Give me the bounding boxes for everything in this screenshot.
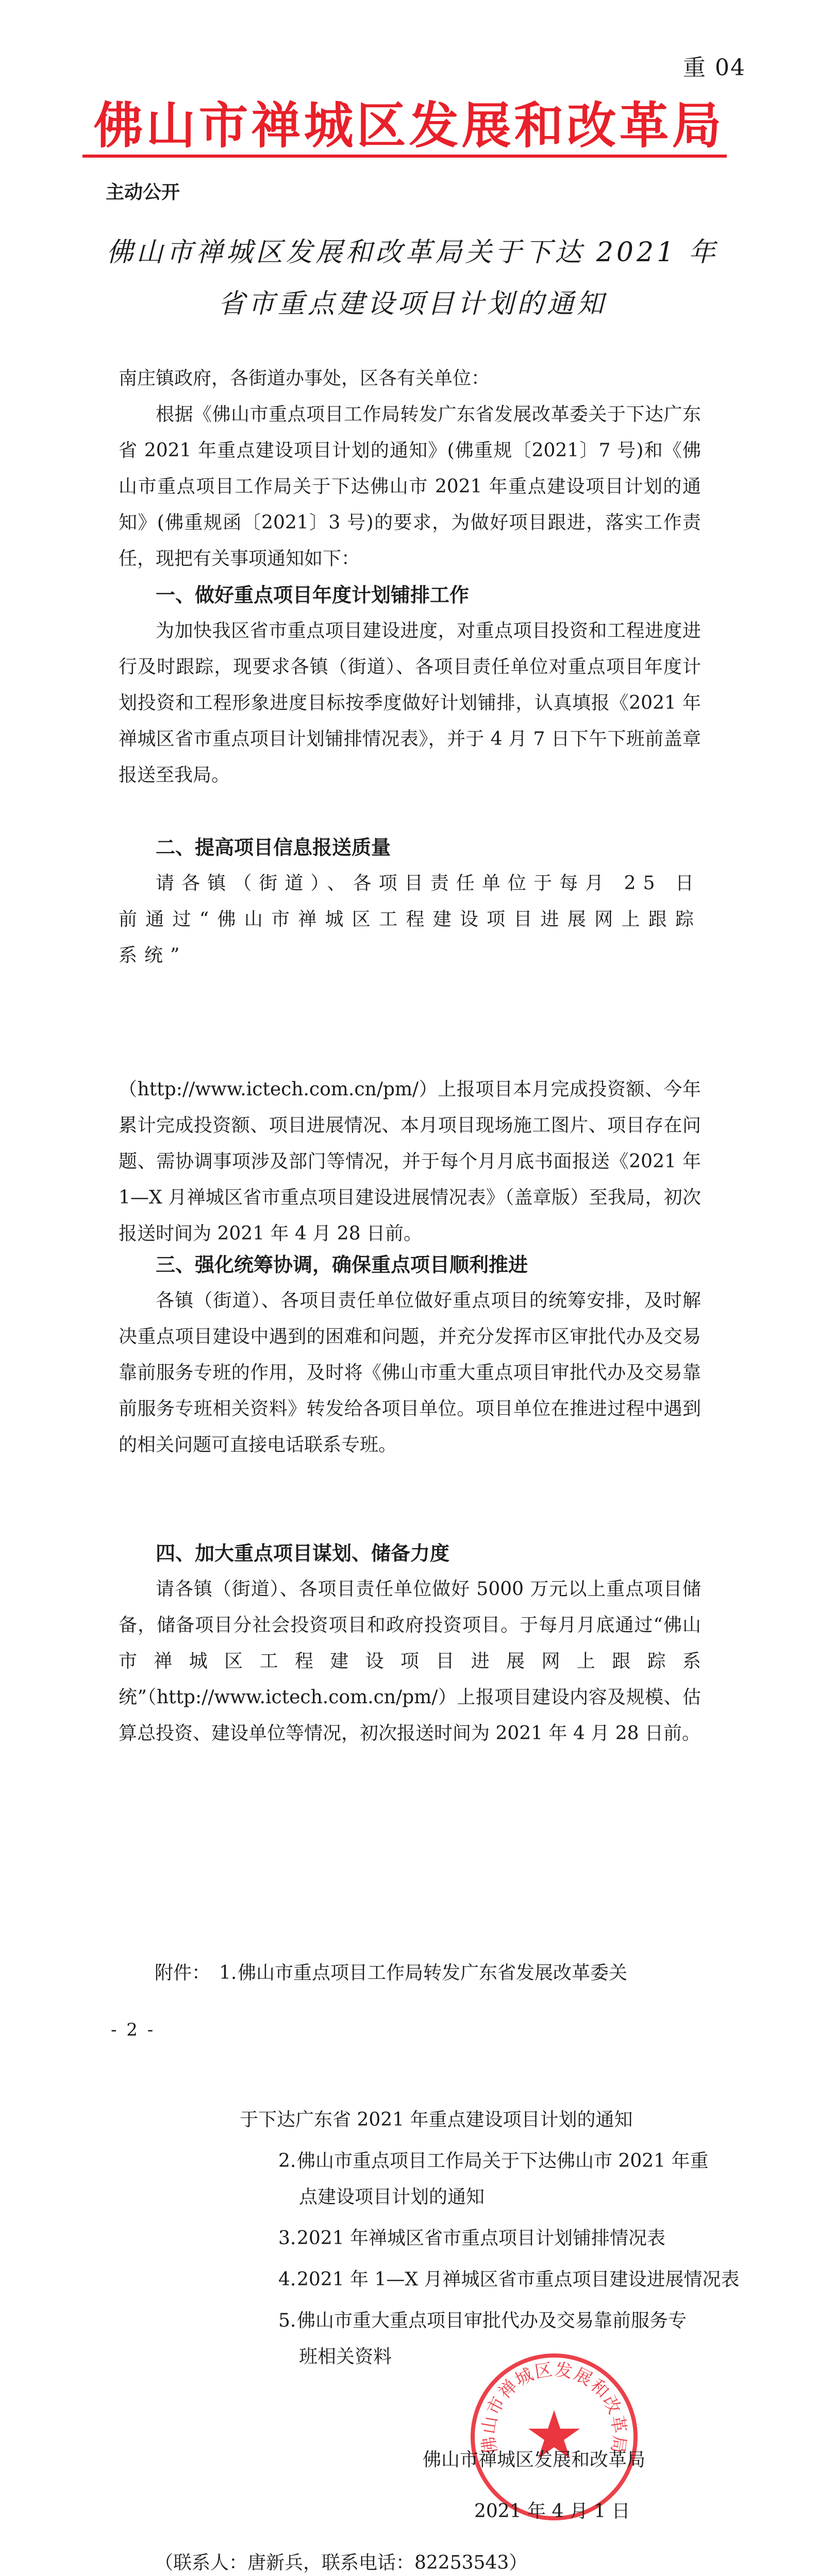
attachment-text: 佛山市重点项目工作局转发广东省发展改革委关 <box>238 1962 628 1984</box>
attachment-item-4 <box>278 2262 742 2298</box>
section-2-heading: 二、提高项目信息报送质量 <box>156 836 391 859</box>
section-4-body: 请各镇（街道）、各项目责任单位做好 5000 万元以上重点项目储备，储备项目分社会投资项目和政府投资项目。于每月月底通过“佛山市禅城区工程建设项目进展网上跟踪系统”（http://www.ictech.com.cn/pm/）上报项目建设内容及规模、估算总投资、建设单位等情况，初次报送时间为 2021 年 4 月 28 日前。 <box>119 1579 701 1744</box>
attachment-item-3 <box>278 2221 742 2257</box>
document-serial-number: 重 04 <box>683 55 746 81</box>
red-divider-rule <box>82 155 727 158</box>
attachment-text: 佛山市重大重点项目审批代办及交易靠前服务专 <box>297 2310 687 2331</box>
document-title-line-1: 佛山市禅城区发展和改革局关于下达 2021 年 <box>106 237 719 268</box>
section-3-heading: 三、强化统筹协调，确保重点项目顺利推进 <box>156 1253 528 1276</box>
intro-paragraph: 根据《佛山市重点项目工作局转发广东省发展改革委关于下达广东省 2021 年重点建设项目计划的通知》(佛重规〔2021〕7 号)和《佛山市重点项目工作局关于下达佛山市 2021 年重点建设项目计划的通知》(佛重规函〔2021〕3 号)的要求，为做好项目跟进，落实工作责任，现把有关事项通知如下： <box>119 404 701 569</box>
salutation: 南庄镇政府，各街道办事处，区各有关单位： <box>119 368 490 389</box>
disclosure-label: 主动公开 <box>106 182 180 203</box>
attachment-number: 4. <box>278 2269 296 2290</box>
attachment-item-1-continued: 于下达广东省 2021 年重点建设项目计划的通知 <box>240 2109 633 2130</box>
attachment-text: 佛山市重点项目工作局关于下达佛山市 2021 年重 <box>297 2150 709 2172</box>
section-2-body-part-1: 请各镇（街道）、各项目责任单位于每月 25 日前通过“佛山市禅城区工程建设项目进展网上跟踪系统” <box>119 873 701 966</box>
attachment-item-5 <box>278 2303 742 2339</box>
section-1-body: 为加快我区省市重点项目建设进度，对重点项目投资和工程进度进行及时跟踪，现要求各镇（街道）、各项目责任单位对重点项目年度计划投资和工程形象进度目标按季度做好计划铺排，认真填报《2021 年禅城区省市重点项目计划铺排情况表》，并于 4 月 7 日下午下班前盖章报送至我局。 <box>119 620 701 786</box>
attachment-number: 2. <box>278 2150 296 2172</box>
section-4-heading: 四、加大重点项目谋划、储备力度 <box>156 1542 450 1565</box>
seal-text: 佛山市禅城区发展和改革局 <box>478 2359 630 2456</box>
section-1-heading: 一、做好重点项目年度计划铺排工作 <box>156 584 470 606</box>
attachment-text: 2021 年 1—X 月禅城区省市重点项目建设进展情况表 <box>297 2269 740 2290</box>
section-3-body: 各镇（街道）、各项目责任单位做好重点项目的统筹安排，及时解决重点项目建设中遇到的困难和问题，并充分发挥市区审批代办及交易靠前服务专班的作用，及时将《佛山市重大重点项目审批代办及交易靠前服务专班相关资料》转发给各项目单位。项目单位在推进过程中遇到的相关问题可直接电话联系专班。 <box>119 1290 701 1455</box>
attachment-item-1 <box>219 1955 683 1991</box>
page-number-2: - 2 - <box>111 2020 156 2040</box>
contact-info: （联系人：唐新兵，联系电话：82253543） <box>155 2552 528 2573</box>
issuer-header-title: 佛山市禅城区发展和改革局 <box>93 97 725 155</box>
attachment-item-5-continued: 班相关资料 <box>299 2346 392 2367</box>
attachment-number: 1. <box>219 1962 237 1984</box>
document-title-line-2: 省市重点建设项目计划的通知 <box>218 289 607 319</box>
attachment-number: 3. <box>278 2228 296 2249</box>
attachments-label: 附件： <box>155 1962 211 1984</box>
signature-org: 佛山市禅城区发展和改革局 <box>423 2449 646 2470</box>
attachment-text: 2021 年禅城区省市重点项目计划铺排情况表 <box>297 2228 666 2249</box>
attachment-item-2-continued: 点建设项目计划的通知 <box>299 2187 485 2208</box>
section-2-body-part-2: （http://www.ictech.com.cn/pm/）上报项目本月完成投资额、今年累计完成投资额、项目进展情况、本月项目现场施工图片、项目存在问题、需协调事项涉及部门等情况，并于每个月月底书面报送《2021 年 1—X 月禅城区省市重点项目建设进展情况表》（盖章版）至我局，初次报送时间为 2021 年 4 月 28 日前。 <box>119 1079 701 1244</box>
attachment-number: 5. <box>278 2310 296 2331</box>
attachment-item-2 <box>278 2143 742 2179</box>
signature-date: 2021 年 4 月 1 日 <box>474 2501 630 2522</box>
